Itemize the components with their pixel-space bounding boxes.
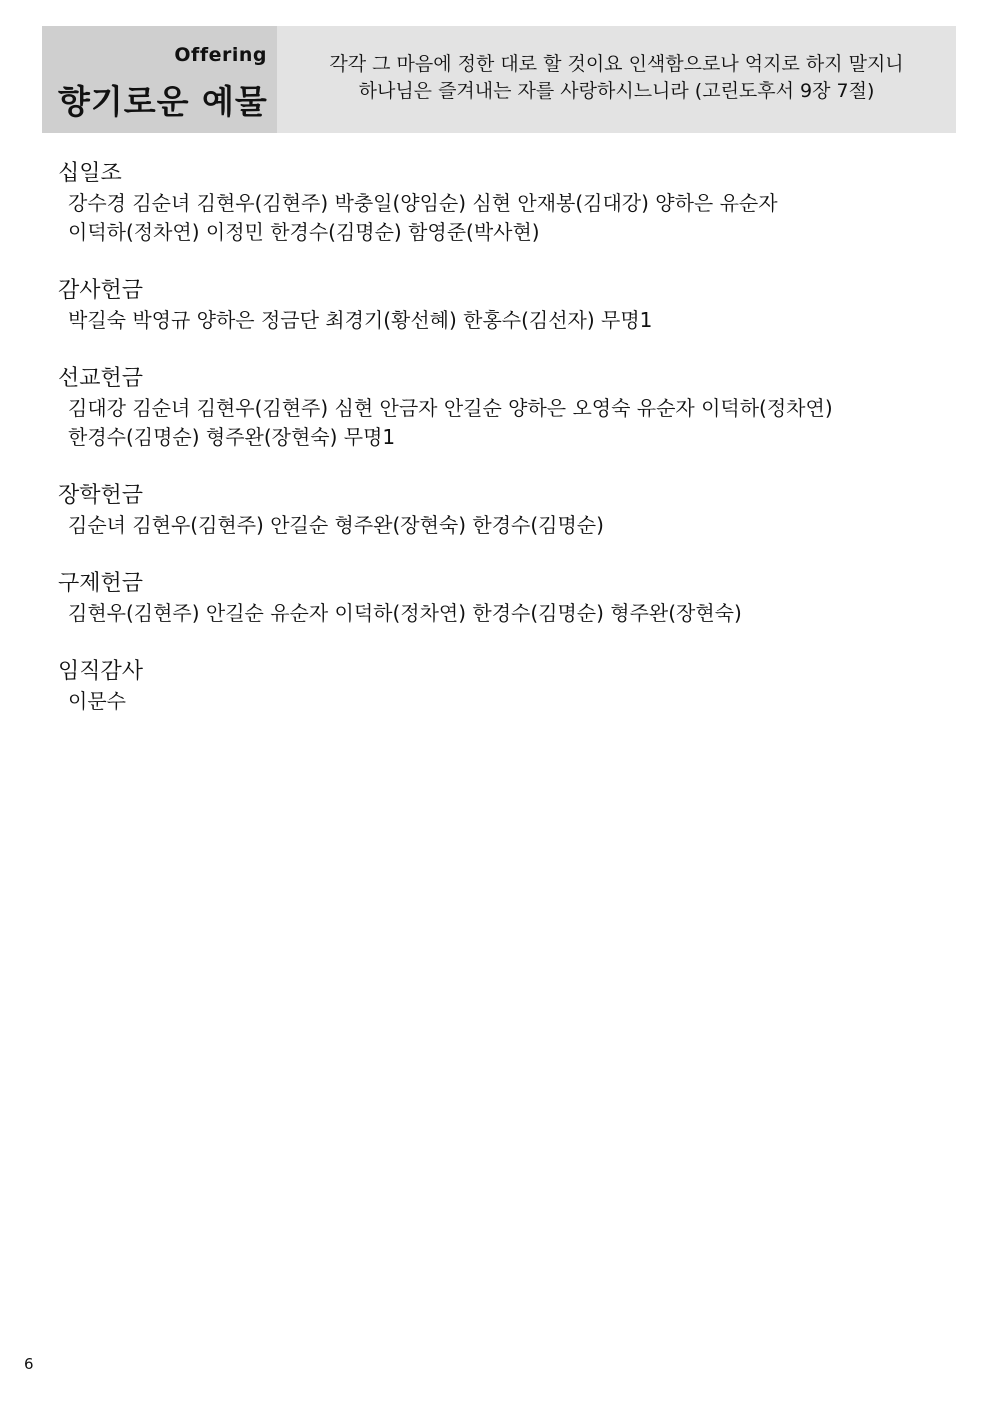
name-line: 강수경 김순녀 김현우(김현주) 박충일(양임순) 심현 안재봉(김대강) 양하은 유순자 bbox=[68, 191, 778, 215]
name-line: 김대강 김순녀 김현우(김현주) 심현 안금자 안길순 양하은 오영숙 유순자 이덕하(정차연) bbox=[68, 396, 833, 420]
section-mission bbox=[58, 364, 948, 452]
verse-line-1: 각각 그 마음에 정한 대로 할 것이요 인색함으로나 억지로 하지 말지니 bbox=[329, 52, 904, 75]
name-line: 박길숙 박영규 양하은 정금단 최경기(황선혜) 한홍수(김선자) 무명1 bbox=[68, 308, 653, 332]
section-title: 임직감사 bbox=[58, 659, 144, 684]
page-number: 6 bbox=[24, 1355, 34, 1373]
section-title: 선교헌금 bbox=[58, 366, 144, 391]
section-tithe bbox=[58, 159, 948, 247]
page-title: 향기로운 예물 bbox=[58, 82, 268, 121]
section-scholarship bbox=[58, 481, 948, 540]
name-line: 김현우(김현주) 안길순 유순자 이덕하(정차연) 한경수(김명순) 형주완(장현숙) bbox=[68, 601, 742, 625]
header-title-box bbox=[42, 26, 277, 133]
offering-list bbox=[58, 159, 948, 745]
name-line: 이문수 bbox=[68, 689, 126, 713]
name-line: 이덕하(정차연) 이정민 한경수(김명순) 함영준(박사현) bbox=[68, 220, 540, 244]
section-title: 장학헌금 bbox=[58, 483, 144, 508]
offering-header bbox=[42, 26, 956, 133]
section-relief bbox=[58, 569, 948, 628]
section-title: 구제헌금 bbox=[58, 571, 144, 596]
header-subtitle: Offering bbox=[174, 44, 267, 66]
section-ordination bbox=[58, 657, 948, 716]
section-title: 감사헌금 bbox=[58, 278, 144, 303]
section-thanksgiving bbox=[58, 276, 948, 335]
verse-line-2: 하나님은 즐겨내는 자를 사랑하시느니라 (고린도후서 9장 7절) bbox=[358, 79, 875, 102]
section-title: 십일조 bbox=[58, 161, 122, 186]
name-line: 한경수(김명순) 형주완(장현숙) 무명1 bbox=[68, 425, 396, 449]
name-line: 김순녀 김현우(김현주) 안길순 형주완(장현숙) 한경수(김명순) bbox=[68, 513, 604, 537]
bible-verse bbox=[277, 26, 956, 133]
